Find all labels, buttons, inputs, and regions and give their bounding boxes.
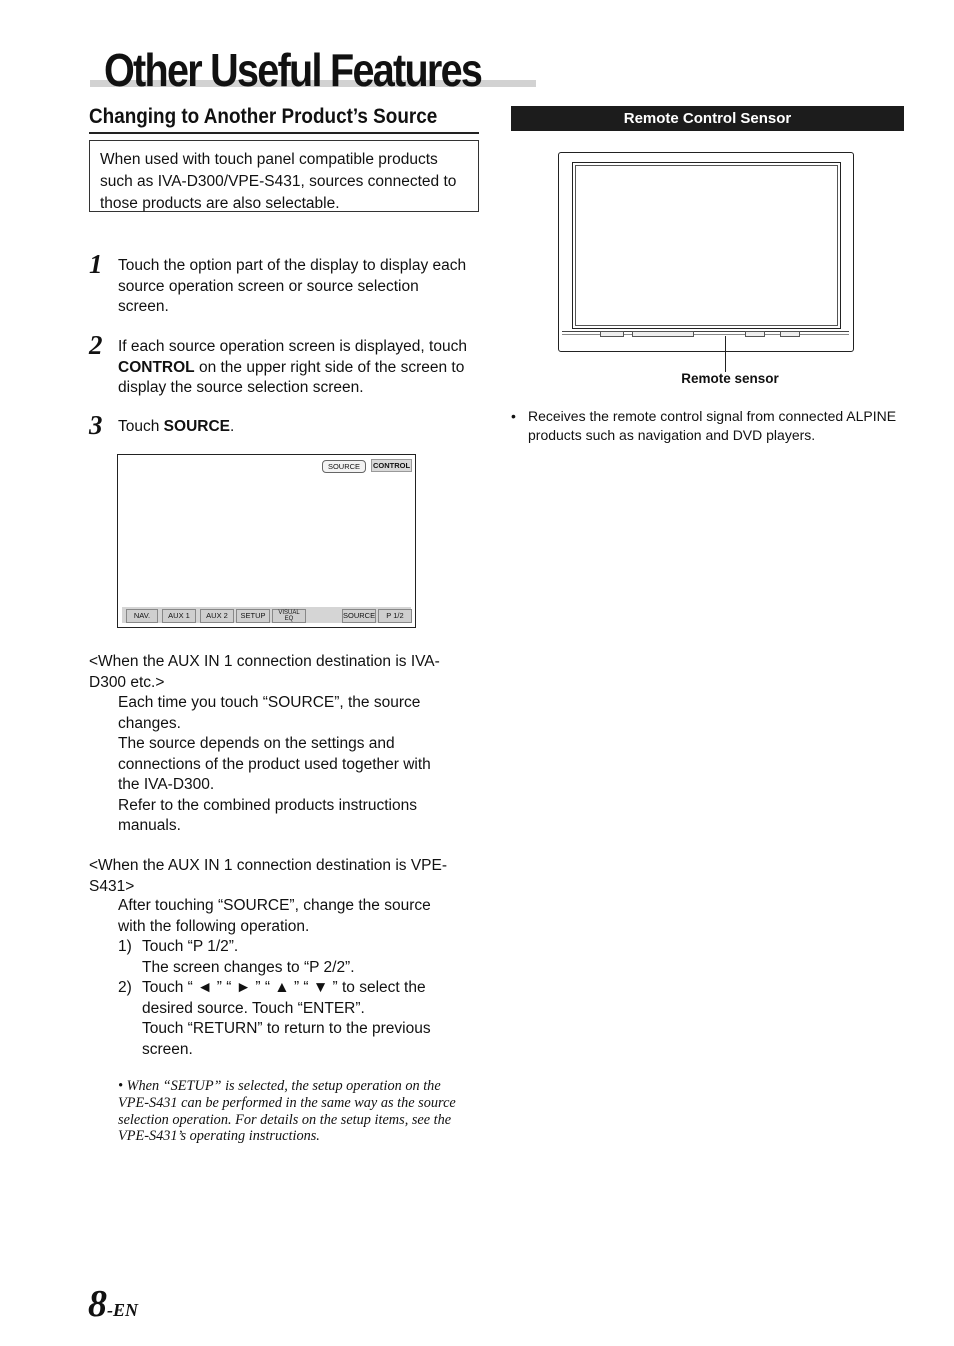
step-1-number: 1: [89, 249, 103, 279]
step-2-number: 2: [89, 330, 103, 360]
aux-iva-heading: <When the AUX IN 1 connection destination is IVA- D300 etc.>: [89, 653, 440, 691]
bezel-button-icon: [600, 331, 624, 337]
screen-tab-source[interactable]: SOURCE: [342, 609, 376, 623]
intro-box: When used with touch panel compatible products such as IVA-D300/VPE-S431, sources connected to those products are also selectable.: [89, 140, 479, 212]
source-selection-screen: [117, 454, 416, 628]
remote-sensor-label: Remote sensor: [681, 371, 779, 386]
step-1-text: Touch the option part of the display to display each source operation screen or source selection screen.: [118, 257, 467, 315]
aux-iva-body: Each time you touch “SOURCE”, the source changes. The source depends on the settings and connections of the product used together with the IVA-D300. Refer to the combined products instructions manuals.: [118, 694, 431, 834]
screen-tab-nav[interactable]: NAV.: [126, 609, 158, 623]
sensor-pointer-line: [725, 336, 726, 372]
aux-vpe-item2-text: Touch “ ◄ ” “ ► ” “ ▲ ” “ ▼ ” to select the desired source. Touch “ENTER”. Touch “RETURN” to return to the previous screen.: [142, 979, 431, 1058]
page-title: Other Useful Features: [104, 44, 482, 96]
setup-note: • When “SETUP” is selected, the setup operation on the VPE-S431 can be performed in the same way as the source selection operation. For details on the setup items, see the VPE-S431’s operating instructions.: [118, 1078, 456, 1145]
aux-vpe-heading: <When the AUX IN 1 connection destination is VPE- S431>: [89, 857, 447, 895]
bezel-button-icon: [745, 331, 765, 337]
aux-vpe-item1-text: Touch “P 1/2”. The screen changes to “P 2/2”.: [142, 938, 355, 976]
screen-tab-bar: [122, 607, 411, 623]
control-keyword: CONTROL: [118, 358, 195, 376]
aux-vpe-item1-num: 1): [118, 938, 132, 955]
bezel-button-icon: [632, 331, 694, 337]
screen-tab-page[interactable]: P 1/2: [378, 609, 412, 623]
screen-tab-visual-eq[interactable]: VISUAL EQ: [272, 609, 306, 623]
step-3-number: 3: [89, 410, 103, 440]
monitor-screen-inner: [575, 165, 838, 326]
remote-sensor-bullet: • Receives the remote control signal from connected ALPINE products such as navigation and DVD players.: [511, 408, 897, 443]
section-heading: Changing to Another Product’s Source: [89, 105, 438, 128]
aux-vpe-intro: After touching “SOURCE”, change the source with the following operation.: [118, 897, 431, 935]
page-number: 8-EN: [88, 1283, 138, 1325]
section-rule: [89, 132, 479, 134]
aux-vpe-item2-num: 2): [118, 979, 132, 996]
source-keyword: SOURCE: [163, 418, 230, 435]
remote-sensor-header: Remote Control Sensor: [511, 106, 904, 131]
step-2-text: If each source operation screen is displayed, touch CONTROL on the upper right side of the screen to display the source selection screen.: [118, 338, 467, 396]
screen-tab-aux2[interactable]: AUX 2: [200, 609, 234, 623]
screen-source-button[interactable]: SOURCE: [322, 460, 366, 473]
screen-tab-aux1[interactable]: AUX 1: [162, 609, 196, 623]
step-3-text: Touch SOURCE.: [118, 418, 235, 435]
screen-tab-setup[interactable]: SETUP: [236, 609, 270, 623]
bezel-button-icon: [780, 331, 800, 337]
screen-control-button[interactable]: CONTROL: [372, 461, 411, 470]
